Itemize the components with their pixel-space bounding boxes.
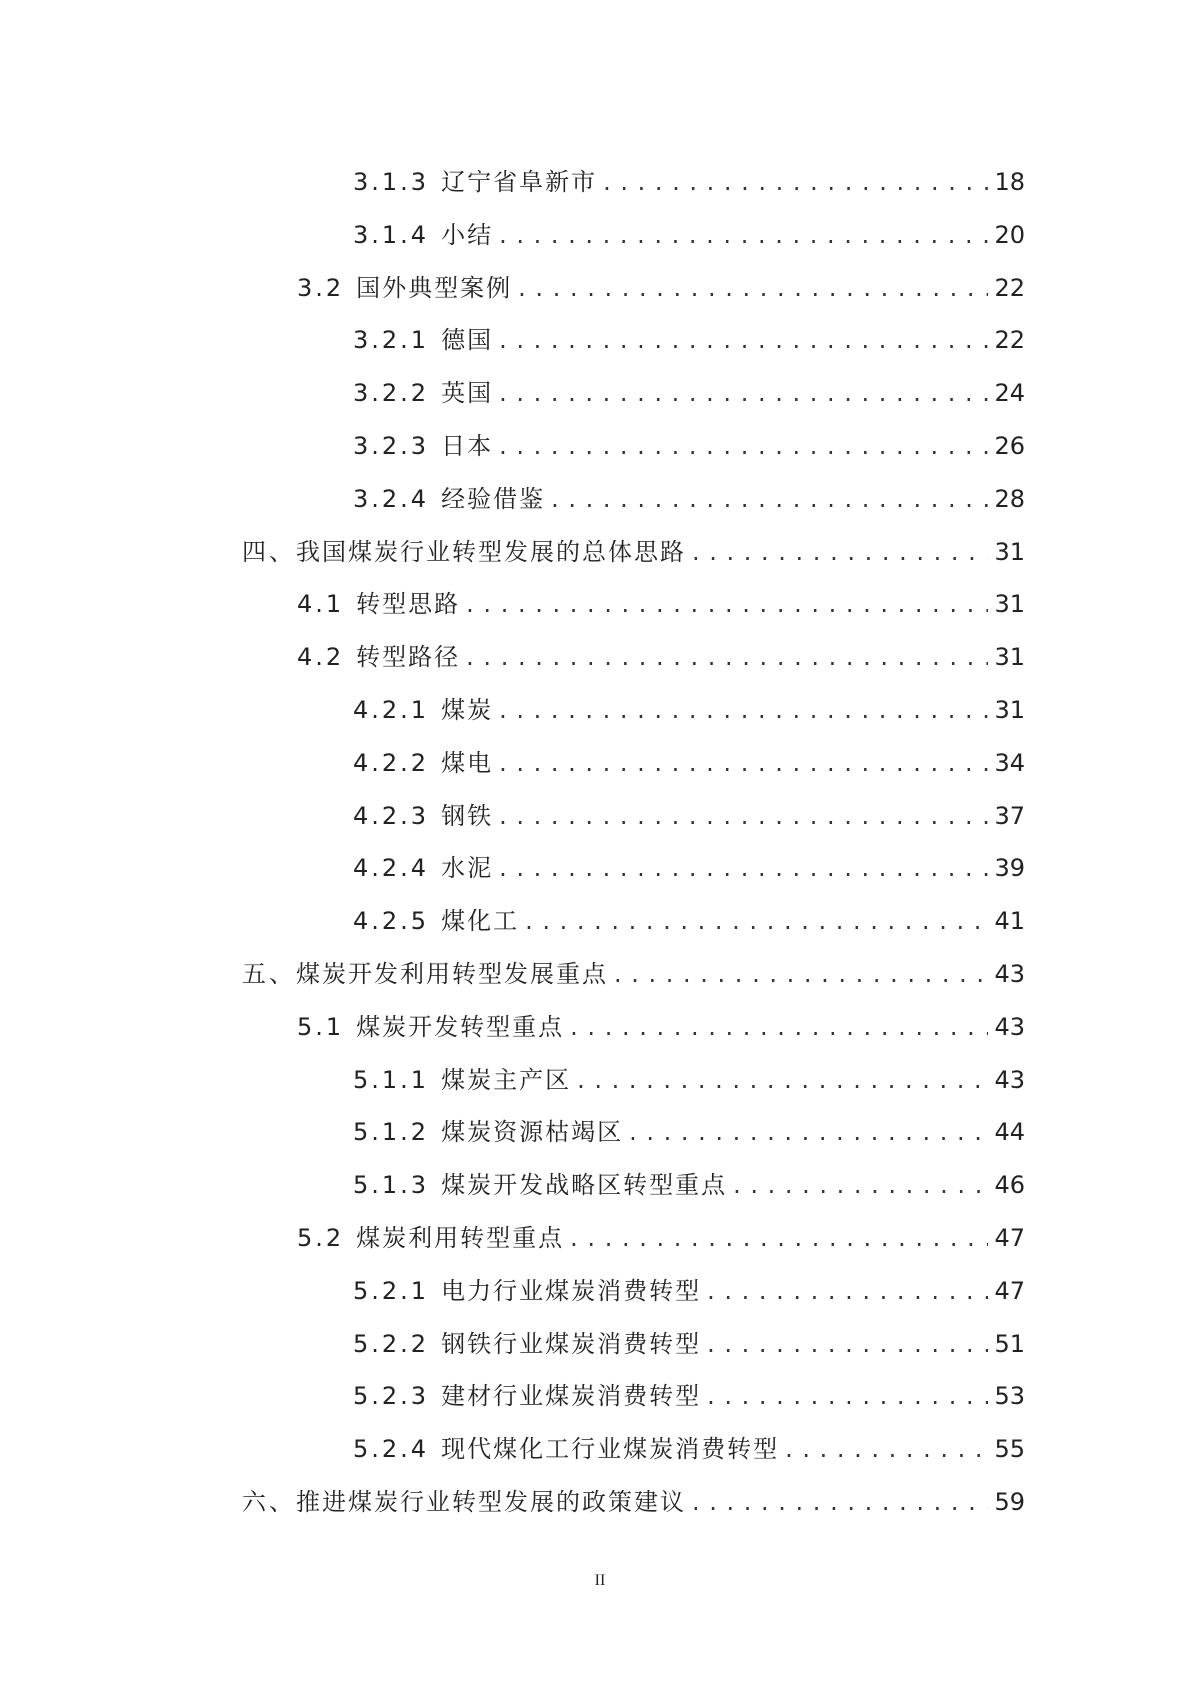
toc-entry-page: 46 <box>994 1171 1025 1200</box>
dot-leader <box>603 168 988 196</box>
toc-entry-page: 43 <box>994 959 1025 988</box>
toc-entry-page: 26 <box>994 431 1025 460</box>
toc-entry-page: 24 <box>994 379 1025 408</box>
toc-entry[interactable] <box>353 848 1025 901</box>
toc-entry-title: 小结 <box>441 220 494 249</box>
dot-leader <box>570 1224 988 1252</box>
toc-entry-title: 煤炭开发利用转型发展重点 <box>296 959 608 988</box>
toc-entry-page: 44 <box>994 1118 1025 1147</box>
dot-leader <box>499 432 988 460</box>
toc-entry[interactable] <box>353 162 1025 215</box>
toc-entry-page: 22 <box>994 326 1025 355</box>
dot-leader <box>466 643 988 671</box>
toc-entry[interactable] <box>353 743 1025 796</box>
toc-entry[interactable] <box>353 1376 1025 1429</box>
toc-entry-number: 3.1.4 <box>353 220 430 249</box>
dot-leader <box>525 907 988 935</box>
toc-entry-number: 4.2.4 <box>353 854 430 883</box>
toc-entry-title: 英国 <box>441 379 494 408</box>
dot-leader <box>629 1118 988 1146</box>
toc-entry-title: 煤炭开发战略区转型重点 <box>441 1171 728 1200</box>
dot-leader <box>785 1435 988 1463</box>
toc-entry[interactable] <box>353 1060 1025 1113</box>
toc-entry[interactable] <box>353 215 1025 268</box>
toc-entry-title: 现代煤化工行业煤炭消费转型 <box>441 1435 780 1464</box>
toc-entry-title: 煤炭利用转型重点 <box>356 1223 565 1252</box>
dot-leader <box>551 485 988 513</box>
toc-entry-title: 钢铁 <box>441 801 494 830</box>
dot-leader <box>707 1277 988 1305</box>
dot-leader <box>733 1171 988 1199</box>
toc-entry-title: 转型思路 <box>356 590 461 619</box>
dot-leader <box>570 1013 988 1041</box>
toc-entry[interactable] <box>353 479 1025 532</box>
toc-entry-number: 六、 <box>242 1487 296 1516</box>
toc-entry-page: 43 <box>994 1012 1025 1041</box>
toc-entry-number: 5.1 <box>297 1012 345 1041</box>
toc-entry-number: 5.2.4 <box>353 1435 430 1464</box>
table-of-contents <box>0 162 1200 1535</box>
dot-leader <box>499 696 988 724</box>
toc-entry[interactable] <box>297 584 1025 637</box>
toc-entry[interactable] <box>353 1429 1025 1482</box>
toc-entry-number: 4.1 <box>297 590 345 619</box>
toc-entry-page: 34 <box>994 748 1025 777</box>
toc-entry-number: 5.1.2 <box>353 1118 430 1147</box>
toc-entry-number: 5.1.3 <box>353 1171 430 1200</box>
toc-entry-title: 煤炭资源枯竭区 <box>441 1118 624 1147</box>
toc-entry-page: 31 <box>994 643 1025 672</box>
toc-entry-page: 31 <box>994 695 1025 724</box>
toc-entry-number: 5.2 <box>297 1223 345 1252</box>
dot-leader <box>577 1066 988 1094</box>
toc-entry-title: 转型路径 <box>356 643 461 672</box>
toc-entry[interactable] <box>353 1271 1025 1324</box>
page-number: II <box>594 1572 606 1589</box>
toc-entry-page: 51 <box>994 1329 1025 1358</box>
toc-entry-page: 31 <box>994 590 1025 619</box>
dot-leader <box>499 802 988 830</box>
dot-leader <box>466 590 988 618</box>
dot-leader <box>518 274 988 302</box>
toc-entry[interactable] <box>353 796 1025 849</box>
toc-entry-title: 煤炭主产区 <box>441 1065 572 1094</box>
toc-entry[interactable] <box>242 532 1025 585</box>
toc-entry-title: 经验借鉴 <box>441 484 546 513</box>
toc-entry-number: 3.2.1 <box>353 326 430 355</box>
toc-entry-page: 59 <box>994 1487 1025 1516</box>
toc-entry-title: 推进煤炭行业转型发展的政策建议 <box>296 1487 686 1516</box>
toc-entry-number: 3.2.2 <box>353 379 430 408</box>
dot-leader <box>707 1330 988 1358</box>
toc-entry[interactable] <box>353 1324 1025 1377</box>
toc-entry-title: 煤电 <box>441 748 494 777</box>
toc-entry-number: 3.2 <box>297 273 345 302</box>
dot-leader <box>614 960 988 988</box>
toc-entry[interactable] <box>353 1112 1025 1165</box>
toc-entry-title: 钢铁行业煤炭消费转型 <box>441 1329 702 1358</box>
toc-entry[interactable] <box>242 1482 1025 1535</box>
toc-entry[interactable] <box>353 426 1025 479</box>
toc-entry-number: 5.2.1 <box>353 1276 430 1305</box>
dot-leader <box>499 326 988 354</box>
toc-entry-page: 18 <box>994 168 1025 196</box>
toc-entry-title: 我国煤炭行业转型发展的总体思路 <box>296 537 686 566</box>
toc-entry-page: 41 <box>994 907 1025 936</box>
toc-entry-title: 日本 <box>441 431 494 460</box>
toc-entry-page: 47 <box>994 1276 1025 1305</box>
toc-entry-number: 5.2.3 <box>353 1382 430 1411</box>
toc-entry-title: 建材行业煤炭消费转型 <box>441 1382 702 1411</box>
toc-entry-number: 五、 <box>242 959 296 988</box>
dot-leader <box>692 1488 988 1516</box>
toc-entry[interactable] <box>353 1165 1025 1218</box>
toc-entry-page: 53 <box>994 1382 1025 1411</box>
toc-entry[interactable] <box>297 1007 1025 1060</box>
toc-entry-number: 4.2.2 <box>353 748 430 777</box>
toc-entry-title: 电力行业煤炭消费转型 <box>441 1276 702 1305</box>
toc-entry[interactable] <box>297 1218 1025 1271</box>
toc-entry-title: 德国 <box>441 326 494 355</box>
toc-entry[interactable] <box>353 373 1025 426</box>
dot-leader <box>707 1382 988 1410</box>
toc-entry[interactable] <box>297 637 1025 690</box>
toc-entry-number: 3.2.4 <box>353 484 430 513</box>
toc-entry-page: 39 <box>994 854 1025 883</box>
toc-entry-page: 20 <box>994 220 1025 249</box>
toc-entry-number: 3.2.3 <box>353 431 430 460</box>
toc-entry[interactable] <box>353 901 1025 954</box>
toc-entry-number: 四、 <box>242 537 296 566</box>
toc-entry[interactable] <box>297 268 1025 321</box>
toc-entry-title: 煤炭 <box>441 695 494 724</box>
dot-leader <box>692 538 988 566</box>
toc-entry-number: 5.1.1 <box>353 1065 430 1094</box>
toc-entry-title: 辽宁省阜新市 <box>441 168 598 196</box>
toc-entry-number: 4.2.1 <box>353 695 430 724</box>
toc-entry-number: 4.2.3 <box>353 801 430 830</box>
dot-leader <box>499 379 988 407</box>
toc-entry[interactable] <box>242 954 1025 1007</box>
toc-entry-page: 22 <box>994 273 1025 302</box>
toc-entry-title: 煤炭开发转型重点 <box>356 1012 565 1041</box>
toc-entry[interactable] <box>353 690 1025 743</box>
toc-entry-page: 31 <box>994 537 1025 566</box>
toc-entry-number: 4.2 <box>297 643 345 672</box>
dot-leader <box>499 749 988 777</box>
dot-leader <box>499 854 988 882</box>
toc-entry-page: 47 <box>994 1223 1025 1252</box>
toc-entry-number: 4.2.5 <box>353 907 430 936</box>
toc-entry-number: 3.1.3 <box>353 168 430 196</box>
toc-entry-number: 5.2.2 <box>353 1329 430 1358</box>
toc-entry-title: 国外典型案例 <box>356 273 513 302</box>
toc-entry-page: 55 <box>994 1435 1025 1464</box>
toc-entry[interactable] <box>353 320 1025 373</box>
toc-entry-page: 37 <box>994 801 1025 830</box>
dot-leader <box>499 221 988 249</box>
toc-entry-title: 水泥 <box>441 854 494 883</box>
toc-entry-title: 煤化工 <box>441 907 520 936</box>
toc-entry-page: 28 <box>994 484 1025 513</box>
toc-entry-page: 43 <box>994 1065 1025 1094</box>
